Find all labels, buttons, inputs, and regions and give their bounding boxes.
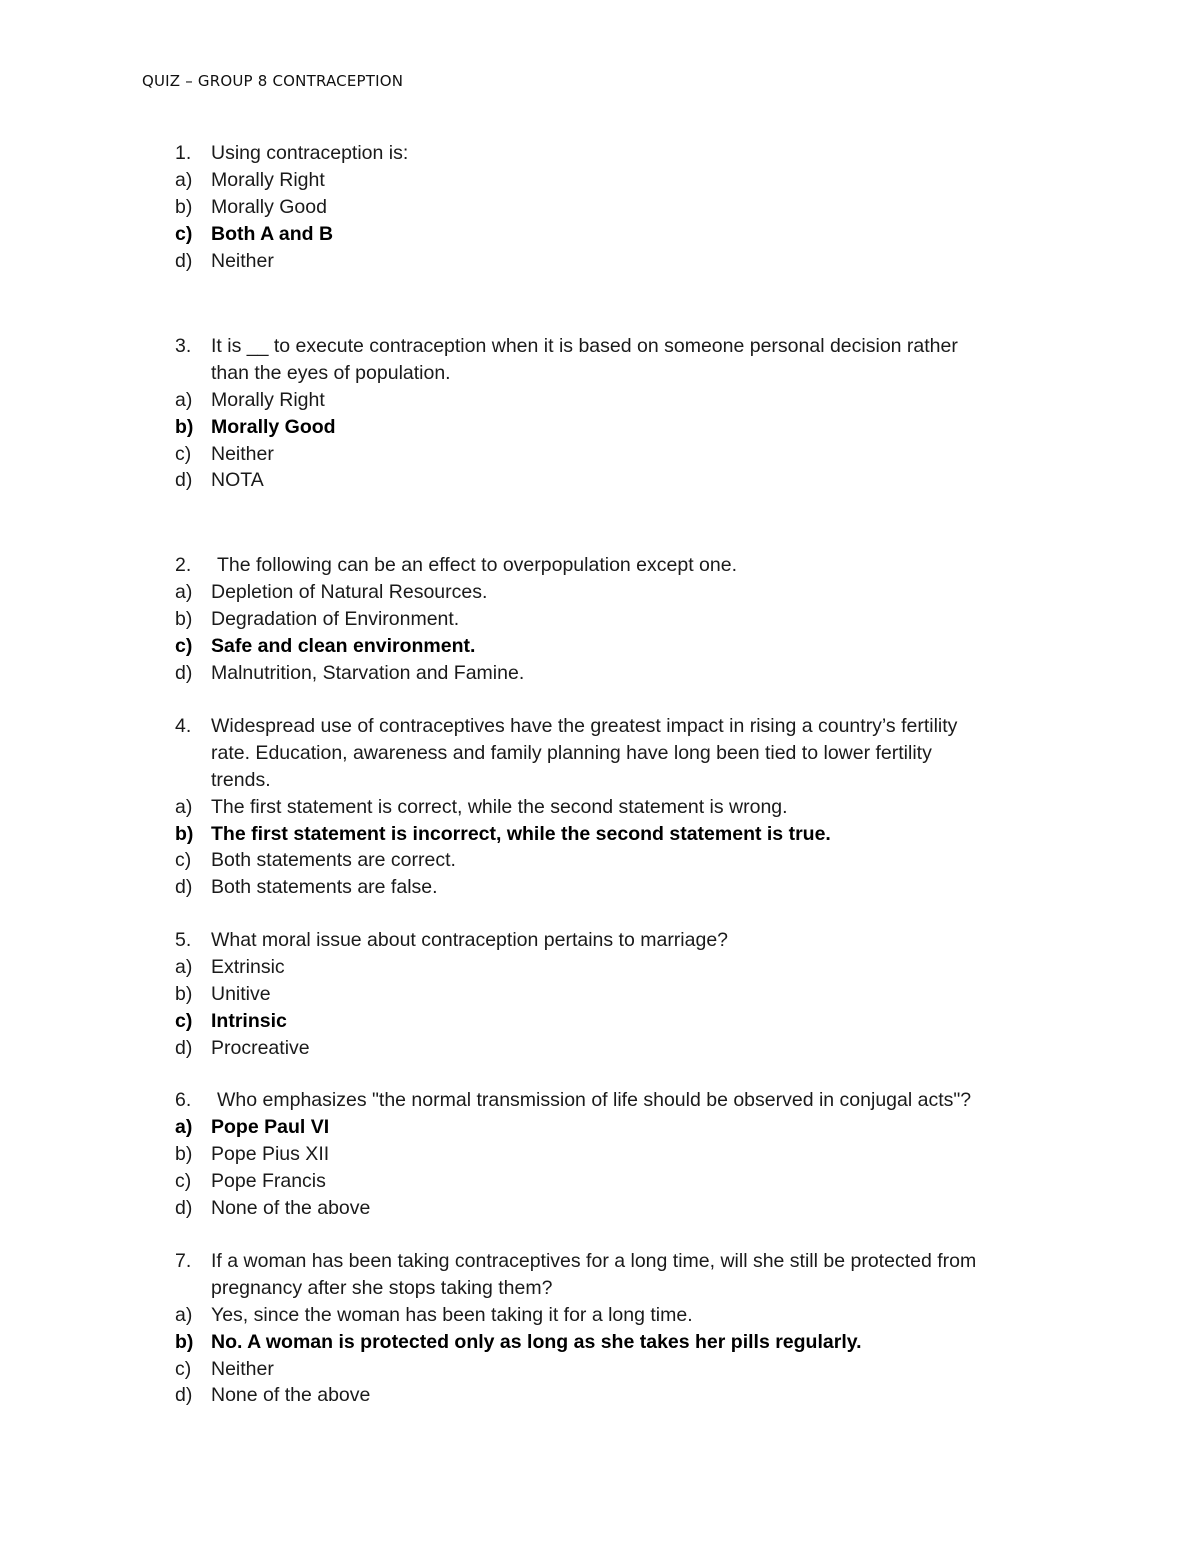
question-stem-continuation bbox=[0, 360, 1200, 387]
option-letter: d) bbox=[175, 1384, 193, 1407]
answer-option-correct bbox=[0, 221, 1200, 248]
option-text: Unitive bbox=[211, 982, 271, 1005]
option-text: None of the above bbox=[211, 1196, 371, 1219]
answer-option bbox=[0, 1356, 1200, 1383]
question-stem bbox=[0, 140, 1200, 167]
question-block bbox=[0, 333, 1200, 494]
option-text: Safe and clean environment. bbox=[211, 634, 476, 657]
option-letter: d) bbox=[175, 1196, 193, 1219]
option-letter: b) bbox=[175, 822, 194, 845]
answer-option bbox=[0, 1302, 1200, 1329]
option-letter: c) bbox=[175, 222, 193, 245]
option-text: Pope Pius XII bbox=[211, 1142, 330, 1165]
question-number: 7. bbox=[175, 1250, 192, 1272]
question-block bbox=[0, 552, 1200, 686]
question-text: Who emphasizes "the normal transmission of life should be observed in conjugal acts"? bbox=[217, 1089, 972, 1111]
option-text: The first statement is incorrect, while the second statement is true. bbox=[211, 822, 831, 845]
option-text: Morally Good bbox=[211, 195, 327, 218]
option-text: Extrinsic bbox=[211, 955, 285, 978]
option-text: Both statements are correct. bbox=[211, 849, 456, 872]
option-text: Morally Right bbox=[211, 168, 325, 191]
question-text: rate. Education, awareness and family planning have long been tied to lower fertility bbox=[211, 741, 932, 764]
option-text: Morally Good bbox=[211, 415, 336, 438]
answer-option-correct bbox=[0, 633, 1200, 660]
question-block bbox=[0, 713, 1200, 901]
question-text: If a woman has been taking contraceptives for a long time, will she still be protected from bbox=[211, 1250, 977, 1272]
option-text: The first statement is correct, while the second statement is wrong. bbox=[211, 795, 788, 818]
question-stem-continuation bbox=[0, 740, 1200, 767]
answer-option bbox=[0, 387, 1200, 414]
answer-option bbox=[0, 794, 1200, 821]
option-letter: c) bbox=[175, 634, 193, 657]
option-letter: b) bbox=[175, 415, 194, 438]
answer-option bbox=[0, 981, 1200, 1008]
option-letter: b) bbox=[175, 195, 193, 218]
answer-option-correct bbox=[0, 414, 1200, 441]
answer-option bbox=[0, 441, 1200, 468]
question-stem bbox=[0, 1087, 1200, 1114]
question-number: 6. bbox=[175, 1089, 192, 1111]
answer-option bbox=[0, 606, 1200, 633]
question-block bbox=[0, 927, 1200, 1061]
answer-option bbox=[0, 248, 1200, 275]
question-text: than the eyes of population. bbox=[211, 361, 451, 384]
question-number: 5. bbox=[175, 929, 192, 951]
answer-option bbox=[0, 167, 1200, 194]
question-text: pregnancy after she stops taking them? bbox=[211, 1276, 553, 1299]
question-number: 4. bbox=[175, 715, 192, 737]
option-text: Degradation of Environment. bbox=[211, 607, 460, 630]
option-text: No. A woman is protected only as long as she takes her pills regularly. bbox=[211, 1330, 862, 1353]
option-letter: c) bbox=[175, 849, 192, 872]
option-letter: a) bbox=[175, 1303, 193, 1326]
answer-option-correct bbox=[0, 1329, 1200, 1356]
option-letter: d) bbox=[175, 1036, 193, 1059]
question-block bbox=[0, 1248, 1200, 1409]
option-letter: a) bbox=[175, 580, 193, 603]
option-text: Yes, since the woman has been taking it for a long time. bbox=[211, 1303, 693, 1326]
answer-option bbox=[0, 579, 1200, 606]
question-text: trends. bbox=[211, 768, 271, 791]
question-number: 3. bbox=[175, 335, 192, 357]
answer-option bbox=[0, 847, 1200, 874]
answer-option-correct bbox=[0, 821, 1200, 848]
option-text: Neither bbox=[211, 249, 274, 272]
option-letter: d) bbox=[175, 876, 193, 899]
option-letter: c) bbox=[175, 1169, 192, 1192]
answer-option bbox=[0, 660, 1200, 687]
option-letter: d) bbox=[175, 661, 193, 684]
answer-option bbox=[0, 1195, 1200, 1222]
question-block bbox=[0, 140, 1200, 274]
option-text: Malnutrition, Starvation and Famine. bbox=[211, 661, 525, 684]
answer-option-correct bbox=[0, 1008, 1200, 1035]
question-stem bbox=[0, 333, 1200, 360]
option-text: Neither bbox=[211, 1357, 274, 1380]
answer-option bbox=[0, 1382, 1200, 1409]
option-letter: d) bbox=[175, 469, 193, 492]
option-letter: a) bbox=[175, 795, 193, 818]
question-stem-continuation bbox=[0, 767, 1200, 794]
option-letter: a) bbox=[175, 388, 193, 411]
question-stem bbox=[0, 1248, 1200, 1275]
question-text: What moral issue about contraception pertains to marriage? bbox=[211, 929, 729, 951]
answer-option bbox=[0, 1168, 1200, 1195]
option-text: Pope Paul VI bbox=[211, 1115, 330, 1138]
option-text: Intrinsic bbox=[211, 1009, 287, 1032]
option-letter: b) bbox=[175, 982, 193, 1005]
answer-option bbox=[0, 874, 1200, 901]
option-letter: d) bbox=[175, 249, 193, 272]
option-text: Pope Francis bbox=[211, 1169, 326, 1192]
question-stem-continuation bbox=[0, 1275, 1200, 1302]
question-stem bbox=[0, 552, 1200, 579]
option-text: Procreative bbox=[211, 1036, 310, 1059]
answer-option bbox=[0, 1035, 1200, 1062]
option-letter: c) bbox=[175, 1357, 192, 1380]
answer-option bbox=[0, 954, 1200, 981]
option-letter: a) bbox=[175, 168, 193, 191]
page-title: QUIZ – GROUP 8 CONTRACEPTION bbox=[142, 72, 404, 90]
option-text: Both A and B bbox=[211, 222, 334, 245]
question-number: 1. bbox=[175, 142, 192, 164]
option-letter: b) bbox=[175, 1142, 193, 1165]
option-text: Morally Right bbox=[211, 388, 325, 411]
option-letter: b) bbox=[175, 1330, 194, 1353]
option-letter: c) bbox=[175, 1009, 193, 1032]
option-text: None of the above bbox=[211, 1384, 371, 1407]
answer-option bbox=[0, 194, 1200, 221]
option-text: Depletion of Natural Resources. bbox=[211, 580, 488, 603]
option-letter: c) bbox=[175, 442, 192, 465]
question-text: Widespread use of contraceptives have the greatest impact in rising a country’s fertility bbox=[211, 715, 958, 737]
option-text: NOTA bbox=[211, 469, 264, 492]
option-letter: b) bbox=[175, 607, 193, 630]
question-stem bbox=[0, 713, 1200, 740]
question-stem bbox=[0, 927, 1200, 954]
option-letter: a) bbox=[175, 1115, 193, 1138]
question-text: Using contraception is: bbox=[211, 142, 409, 164]
option-text: Neither bbox=[211, 442, 274, 465]
answer-option bbox=[0, 1141, 1200, 1168]
answer-option bbox=[0, 467, 1200, 494]
question-text: The following can be an effect to overpopulation except one. bbox=[217, 554, 737, 576]
option-letter: a) bbox=[175, 955, 193, 978]
question-text: It is __ to execute contraception when it is based on someone personal decision rather bbox=[211, 335, 958, 357]
question-block bbox=[0, 1087, 1200, 1221]
option-text: Both statements are false. bbox=[211, 876, 438, 899]
question-number: 2. bbox=[175, 554, 192, 576]
answer-option-correct bbox=[0, 1114, 1200, 1141]
